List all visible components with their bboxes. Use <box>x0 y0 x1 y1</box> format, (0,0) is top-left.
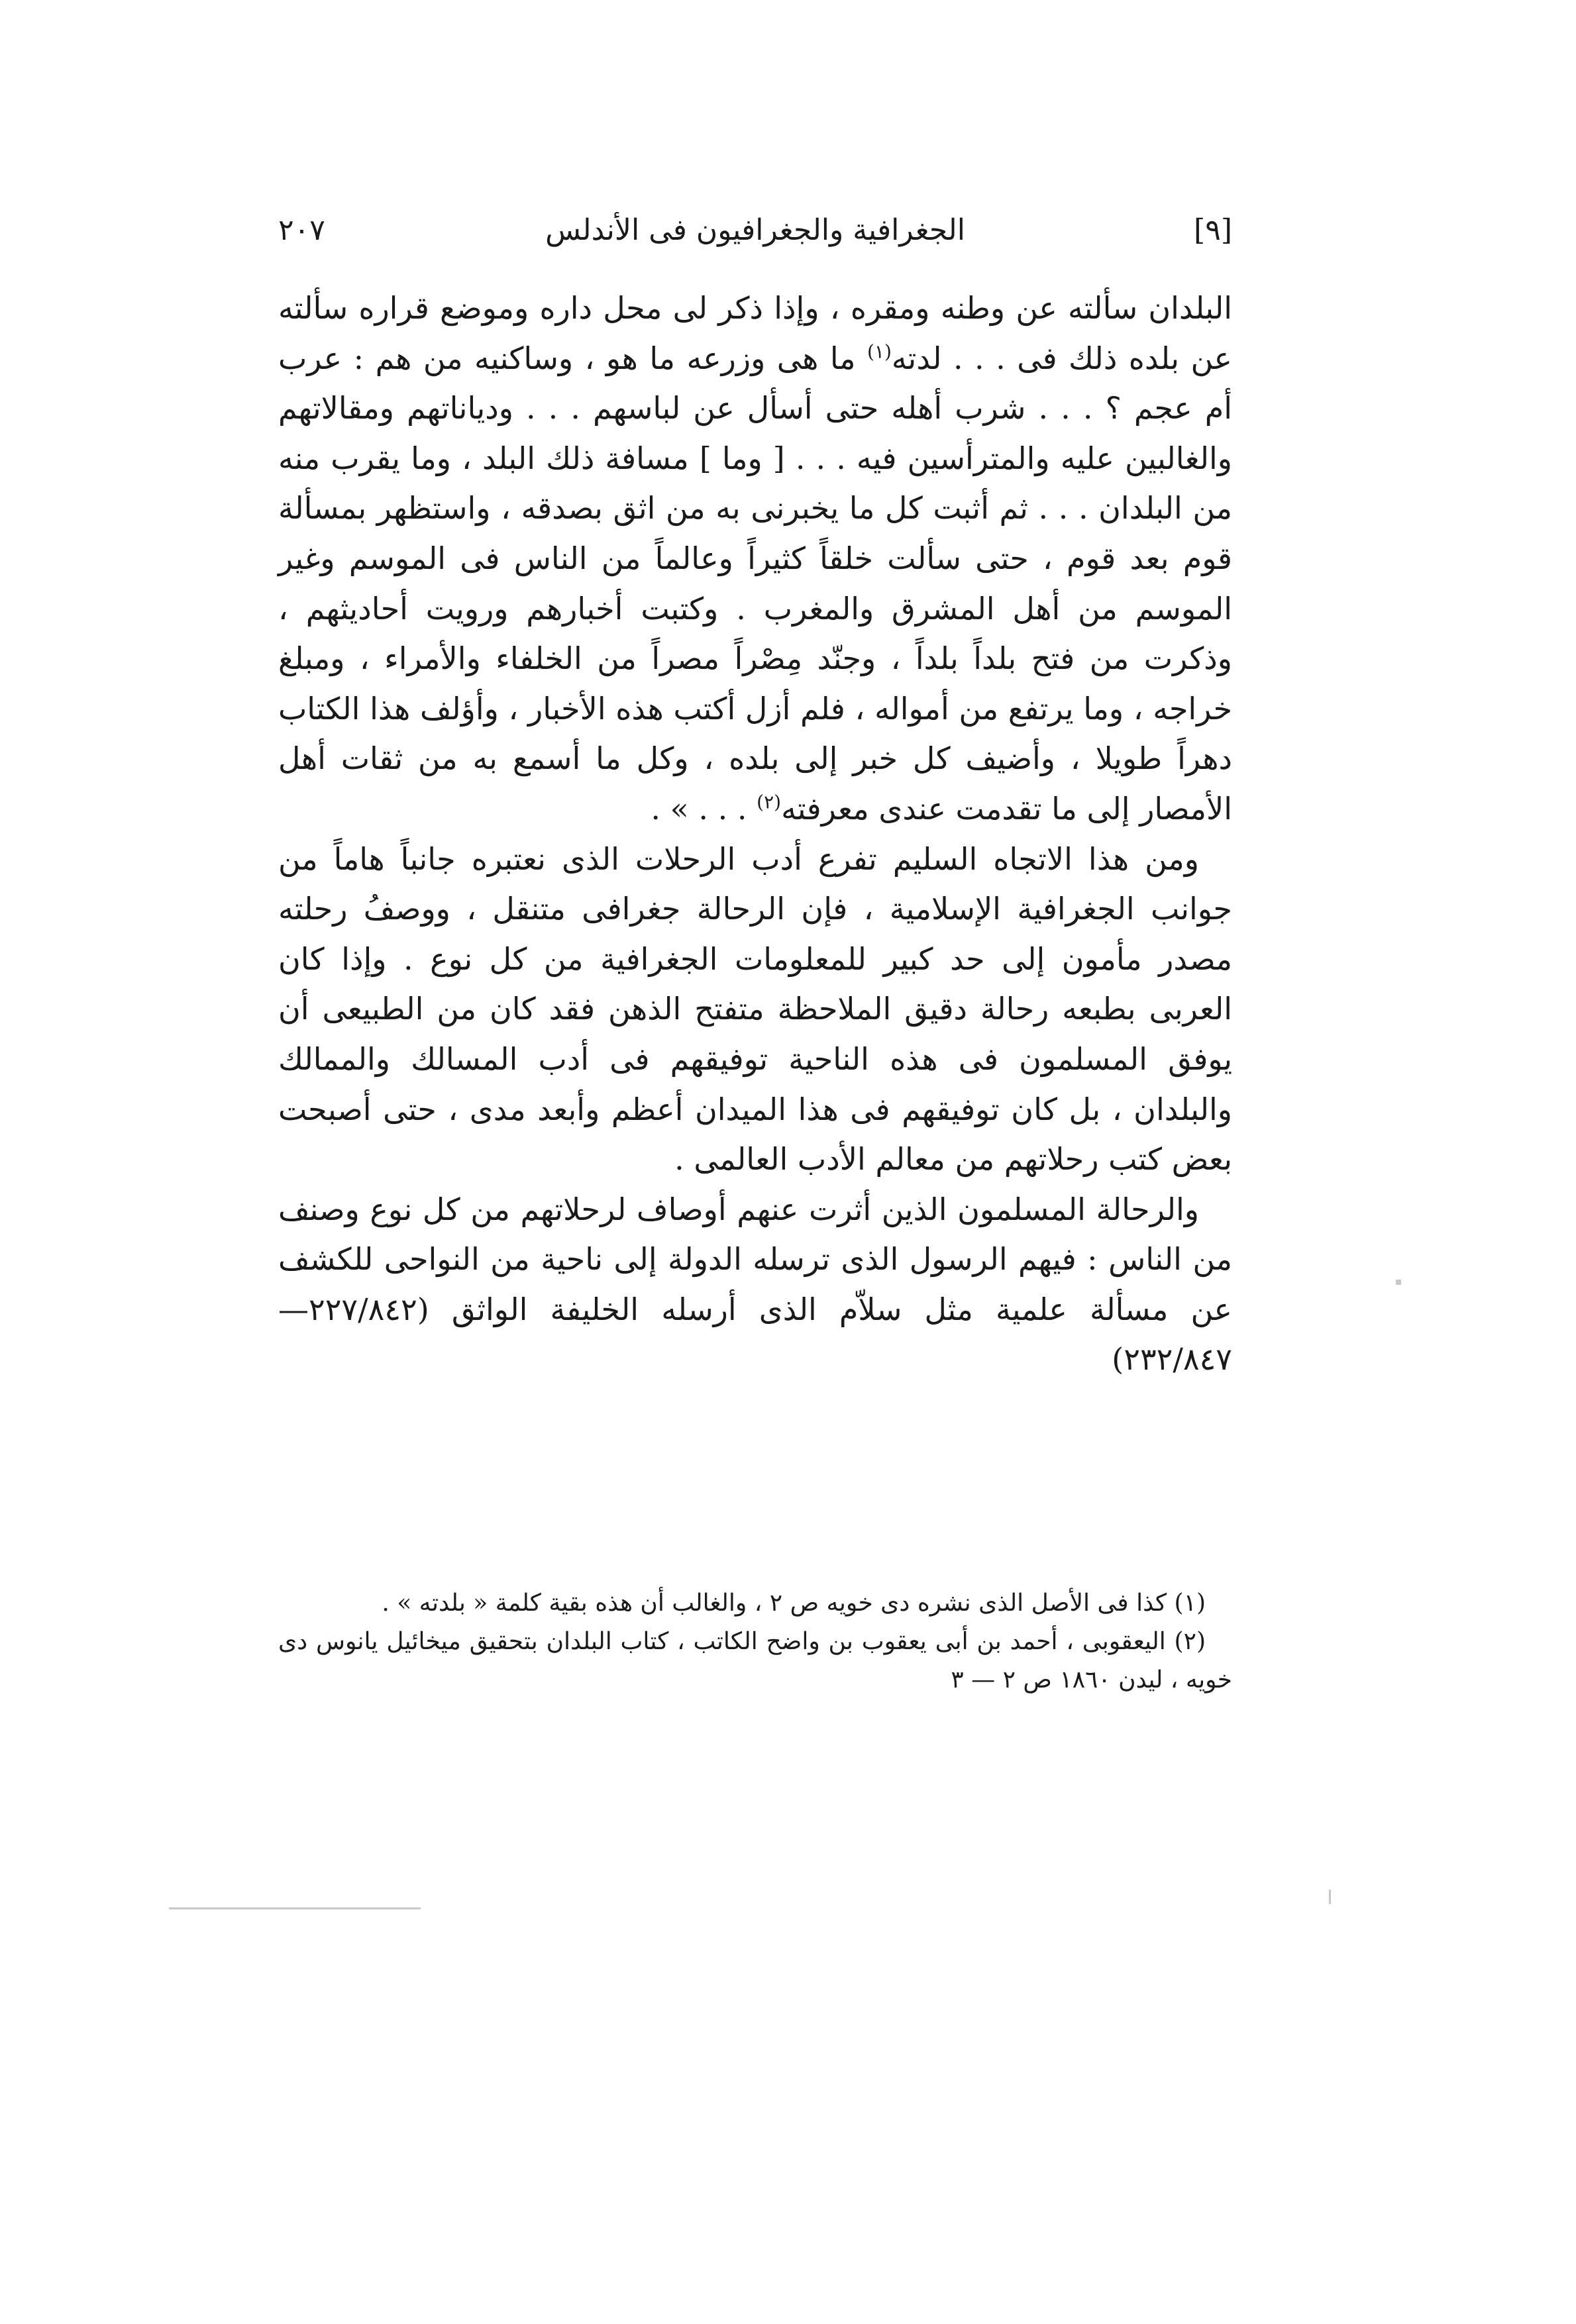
main-text <box>278 283 1232 1385</box>
footnote-1: (١) كذا فى الأصل الذى نشره دى خويه ص ٢ ، والغالب أن هذه بقية كلمة « بلدته » . <box>382 1590 1206 1617</box>
paragraph-travel-literature: ومن هذا الاتجاه السليم تفرع أدب الرحلات الذى نعتبره جانباً هاماً من جوانب الجغرافية الإسلامية ، فإن الرحالة جغرافى متنقل ، ووصفُ رحلته مصدر مأمون إلى حد كبير للمعلومات الجغرافية من كل نوع . وإذا كان العربى بطبعه رحالة دقيق الملاحظة متفتح الذهن فقد كان من الطبيعى أن يوفق المسلمون فى هذه الناحية توفيقهم فى أدب المسالك والممالك والبلدان ، بل كان توفيقهم فى هذا الميدان أعظم وأبعد مدى ، حتى أصبحت بعض كتب رحلاتهم من معالم الأدب العالمى . <box>278 840 1232 1178</box>
scan-artifact-dot <box>1396 1280 1401 1285</box>
running-title: الجغرافية والجغرافيون فى الأندلس <box>545 213 965 247</box>
page-number: ٢٠٧ <box>278 213 325 247</box>
paragraph-travelers: والرحالة المسلمون الذين أثرت عنهم أوصاف لرحلاتهم من كل نوع وصنف من الناس : فيهم الرسول الذى ترسله الدولة إلى ناحية من النواحى للكشف عن مسألة علمية مثل سلاّم الذى أرسله الخليفة الواثق (٢٢٧/٨٤٢—٢٣٢/٨٤٧) <box>278 1191 1232 1378</box>
scan-artifact-tick <box>1329 1890 1331 1904</box>
footnote-ref-1: (١) <box>867 340 892 363</box>
quote-text-a: البلدان سألته عن وطنه ومقره ، وإذا ذكر لى محل داره وموضع قراره سألته عن بلده ذلك فى . . . لدته <box>278 290 1232 376</box>
section-number: [٩] <box>1194 213 1232 247</box>
quote-text-b: ما هى وزرعه ما هو ، وساكنيه من هم : عرب أم عجم ؟ . . . شرب أهله حتى أسأل عن لباسهم . . . ودياناتهم ومقالاتهم والغالبين عليه والمترأسين فيه . . . [ وما ] مسافة ذلك البلد ، وما يقرب منه من البلدان . . . ثم أثبت كل ما يخبرنى به من اثق بصدقه ، واستظهر بمسألة قوم بعد قوم ، حتى سألت خلقاً كثيراً وعالماً من الناس فى الموسم وغير الموسم من أهل المشرق والمغرب . وكتبت أخبارهم ورويت أحاديثهم ، وذكرت من فتح بلداً بلداً ، وجنّد مِصْراً مصراً من الخلفاء والأمراء ، ومبلغ خراجه ، وما يرتفع من أمواله ، فلم أزل أكتب هذه الأخبار ، وأؤلف هذا الكتاب دهراً طويلا ، وأضيف كل خبر إلى بلده ، وكل ما أسمع به من ثقات أهل الأمصار إلى ما تقدمت عندى معرفته <box>278 340 1232 827</box>
scan-artifact-line <box>169 1907 421 1909</box>
running-head <box>278 211 1232 250</box>
quote-text-c: . . . » . <box>651 790 757 827</box>
footnote-ref-2: (٢) <box>757 791 782 813</box>
paragraph-quotation <box>278 283 1232 834</box>
footnote-2: (٢) اليعقوبى ، أحمد بن أبى يعقوب بن واضح الكاتب ، كتاب البلدان بتحقيق ميخائيل يانوس دى خويه ، ليدن ١٨٦٠ ص ٢ — ٣ <box>278 1628 1232 1693</box>
footnotes <box>278 1584 1232 1699</box>
